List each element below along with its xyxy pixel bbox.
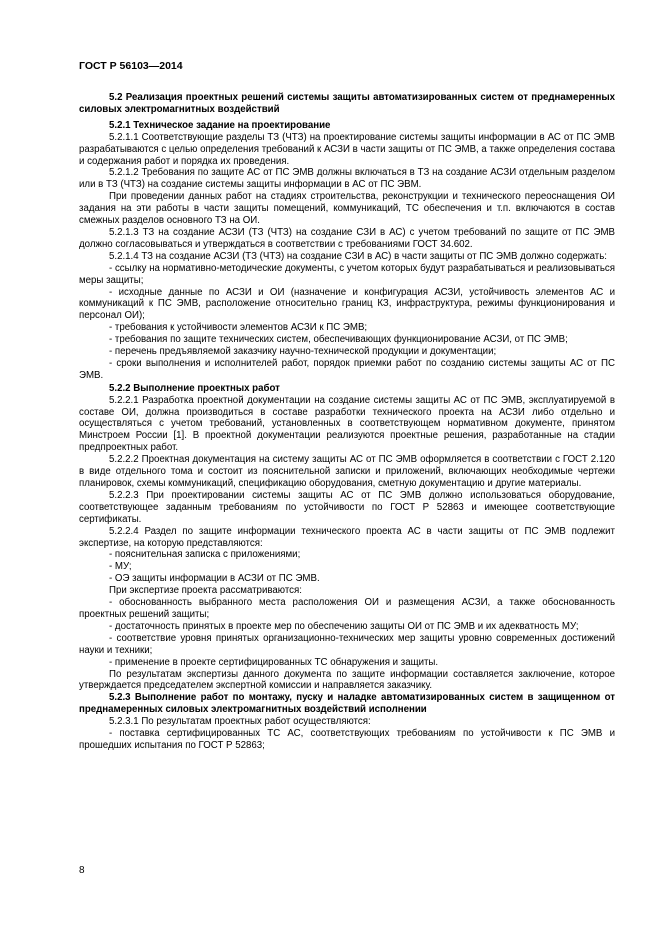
paragraph: - пояснительная записка с приложениями; <box>109 549 301 561</box>
document-header: ГОСТ Р 56103—2014 <box>79 60 183 72</box>
paragraph: - применение в проекте сертифицированных ТС обнаружения и защиты. <box>109 656 439 668</box>
paragraph: - ОЭ защиты информации в АСЗИ от ПС ЭМВ. <box>109 573 320 585</box>
paragraph: При проведении данных работ на стадиях строительства, реконструкции и технического переоснащения ОИ задания на эти работы в части защиты помещений, коммуникаций, ТС обеспечения и т.п. включаются в состав смежных разделов основного ТЗ на ОИ. <box>79 191 615 227</box>
paragraph: 5.2.1.1 Соответствующие разделы ТЗ (ЧТЗ) на проектирование системы защиты информации в АС от ПС ЭМВ разрабатываются с целью определения требований к АСЗИ в части защиты от ПС ЭМВ, а также определения состава и содержания работ и порядка их проведения. <box>79 131 615 167</box>
paragraph: - требования по защите технических систем, обеспечивающих функционирование АСЗИ, от ПС ЭМВ; <box>109 334 568 346</box>
paragraph: - сроки выполнения и исполнителей работ, порядок приемки работ по созданию системы защиты АС от ПС ЭМВ. <box>79 357 615 381</box>
paragraph: - МУ; <box>109 561 132 573</box>
paragraph: - соответствие уровня принятых организационно-технических мер защиты уровню современных достижений науки и техники; <box>79 632 615 656</box>
paragraph: - ссылку на нормативно-методические документы, с учетом которых будут разрабатываться и реализовываться меры защиты; <box>79 262 615 286</box>
paragraph: - обоснованность выбранного места расположения ОИ и размещения АСЗИ, а также обоснованность проектных решений защиты; <box>79 597 615 620</box>
paragraph: - исходные данные по АСЗИ и ОИ (назначение и конфигурация АСЗИ, устойчивость элементов АС и коммуникаций к ПС ЭМВ, расположение относительно границ КЗ, инфраструктура, режимы функционирования и персонал ОИ); <box>79 286 615 322</box>
paragraph: 5.2.2.3 При проектировании системы защиты АС от ПС ЭМВ должно использоваться оборудование, соответствующее заданным требованиям по устойчивости по ГОСТ Р 52863 и имеющее соответствующие сертификаты. <box>79 489 615 525</box>
paragraph: 5.2.1.4 ТЗ на создание АСЗИ (ТЗ (ЧТЗ) на создание СЗИ в АС) в части защиты от ПС ЭМВ должно содержать: <box>109 250 607 262</box>
paragraph: По результатам экспертизы данного документа по защите информации составляется заключение, которое утверждается председателем экспертной комиссии и направляется заказчику. <box>79 668 615 692</box>
paragraph: - перечень предъявляемой заказчику научно-технической продукции и документации; <box>109 346 497 358</box>
paragraph: - достаточность принятых в проекте мер по обеспечению защиты ОИ от ПС ЭМВ и их адекватность МУ; <box>109 620 579 632</box>
section-heading: 5.2.3 Выполнение работ по монтажу, пуску и наладке автоматизированных систем в защищенном от преднамеренных силовых электромагнитных воздействий исполнении <box>79 692 615 716</box>
document-body <box>79 88 615 752</box>
section-heading: 5.2 Реализация проектных решений системы защиты автоматизированных систем от преднамеренных силовых электромагнитных воздействий <box>79 92 615 115</box>
paragraph: 5.2.3.1 По результатам проектных работ осуществляются: <box>109 716 371 728</box>
page-number: 8 <box>79 865 85 876</box>
paragraph: При экспертизе проекта рассматриваются: <box>109 585 302 597</box>
paragraph: - поставка сертифицированных ТС АС, соответствующих требованиям по устойчивости к ПС ЭМВ и прошедших испытания по ГОСТ Р 52863; <box>79 728 615 751</box>
section-heading: 5.2.2 Выполнение проектных работ <box>109 382 280 394</box>
paragraph: 5.2.1.3 ТЗ на создание АСЗИ (ТЗ (ЧТЗ) на создание СЗИ в АС) с учетом требований по защите от ПС ЭМВ должно согласовываться и утверждаться в соответствии с требованиями ГОСТ 34.602. <box>79 226 615 250</box>
paragraph: 5.2.2.4 Раздел по защите информации технического проекта АС в части защиты от ПС ЭМВ подлежит экспертизе, на которую представляются: <box>79 525 615 549</box>
section-heading: 5.2.1 Техническое задание на проектирование <box>109 119 331 131</box>
paragraph: 5.2.1.2 Требования по защите АС от ПС ЭМВ должны включаться в ТЗ на создание АСЗИ отдельным разделом или в ТЗ (ЧТЗ) на создание системы защиты информации в АС от ПС ЭВМ. <box>79 167 615 191</box>
paragraph: 5.2.2.2 Проектная документация на систему защиты АС от ПС ЭМВ оформляется в соответствии с ГОСТ 2.120 в виде отдельного тома и состоит из пояснительной записки и приложений, включающих необходимые чертежи планировок, схемы коммуникаций, спецификацию оборудования, сметную документацию и другие материалы. <box>79 454 615 489</box>
paragraph: - требования к устойчивости элементов АСЗИ к ПС ЭМВ; <box>109 322 368 334</box>
paragraph: 5.2.2.1 Разработка проектной документации на создание системы защиты АС от ПС ЭМВ, эксплуатируемой в составе ОИ, должна производиться в составе разработки технического проекта на АСЗИ либо отдельно и осуществляться с учетом требований, установленных в соответствующем нормативном документе, принятом Минстроем России [1]. В проектной документации реализуются проектные решения, разработанные на стадии предпроектных работ. <box>79 394 615 454</box>
